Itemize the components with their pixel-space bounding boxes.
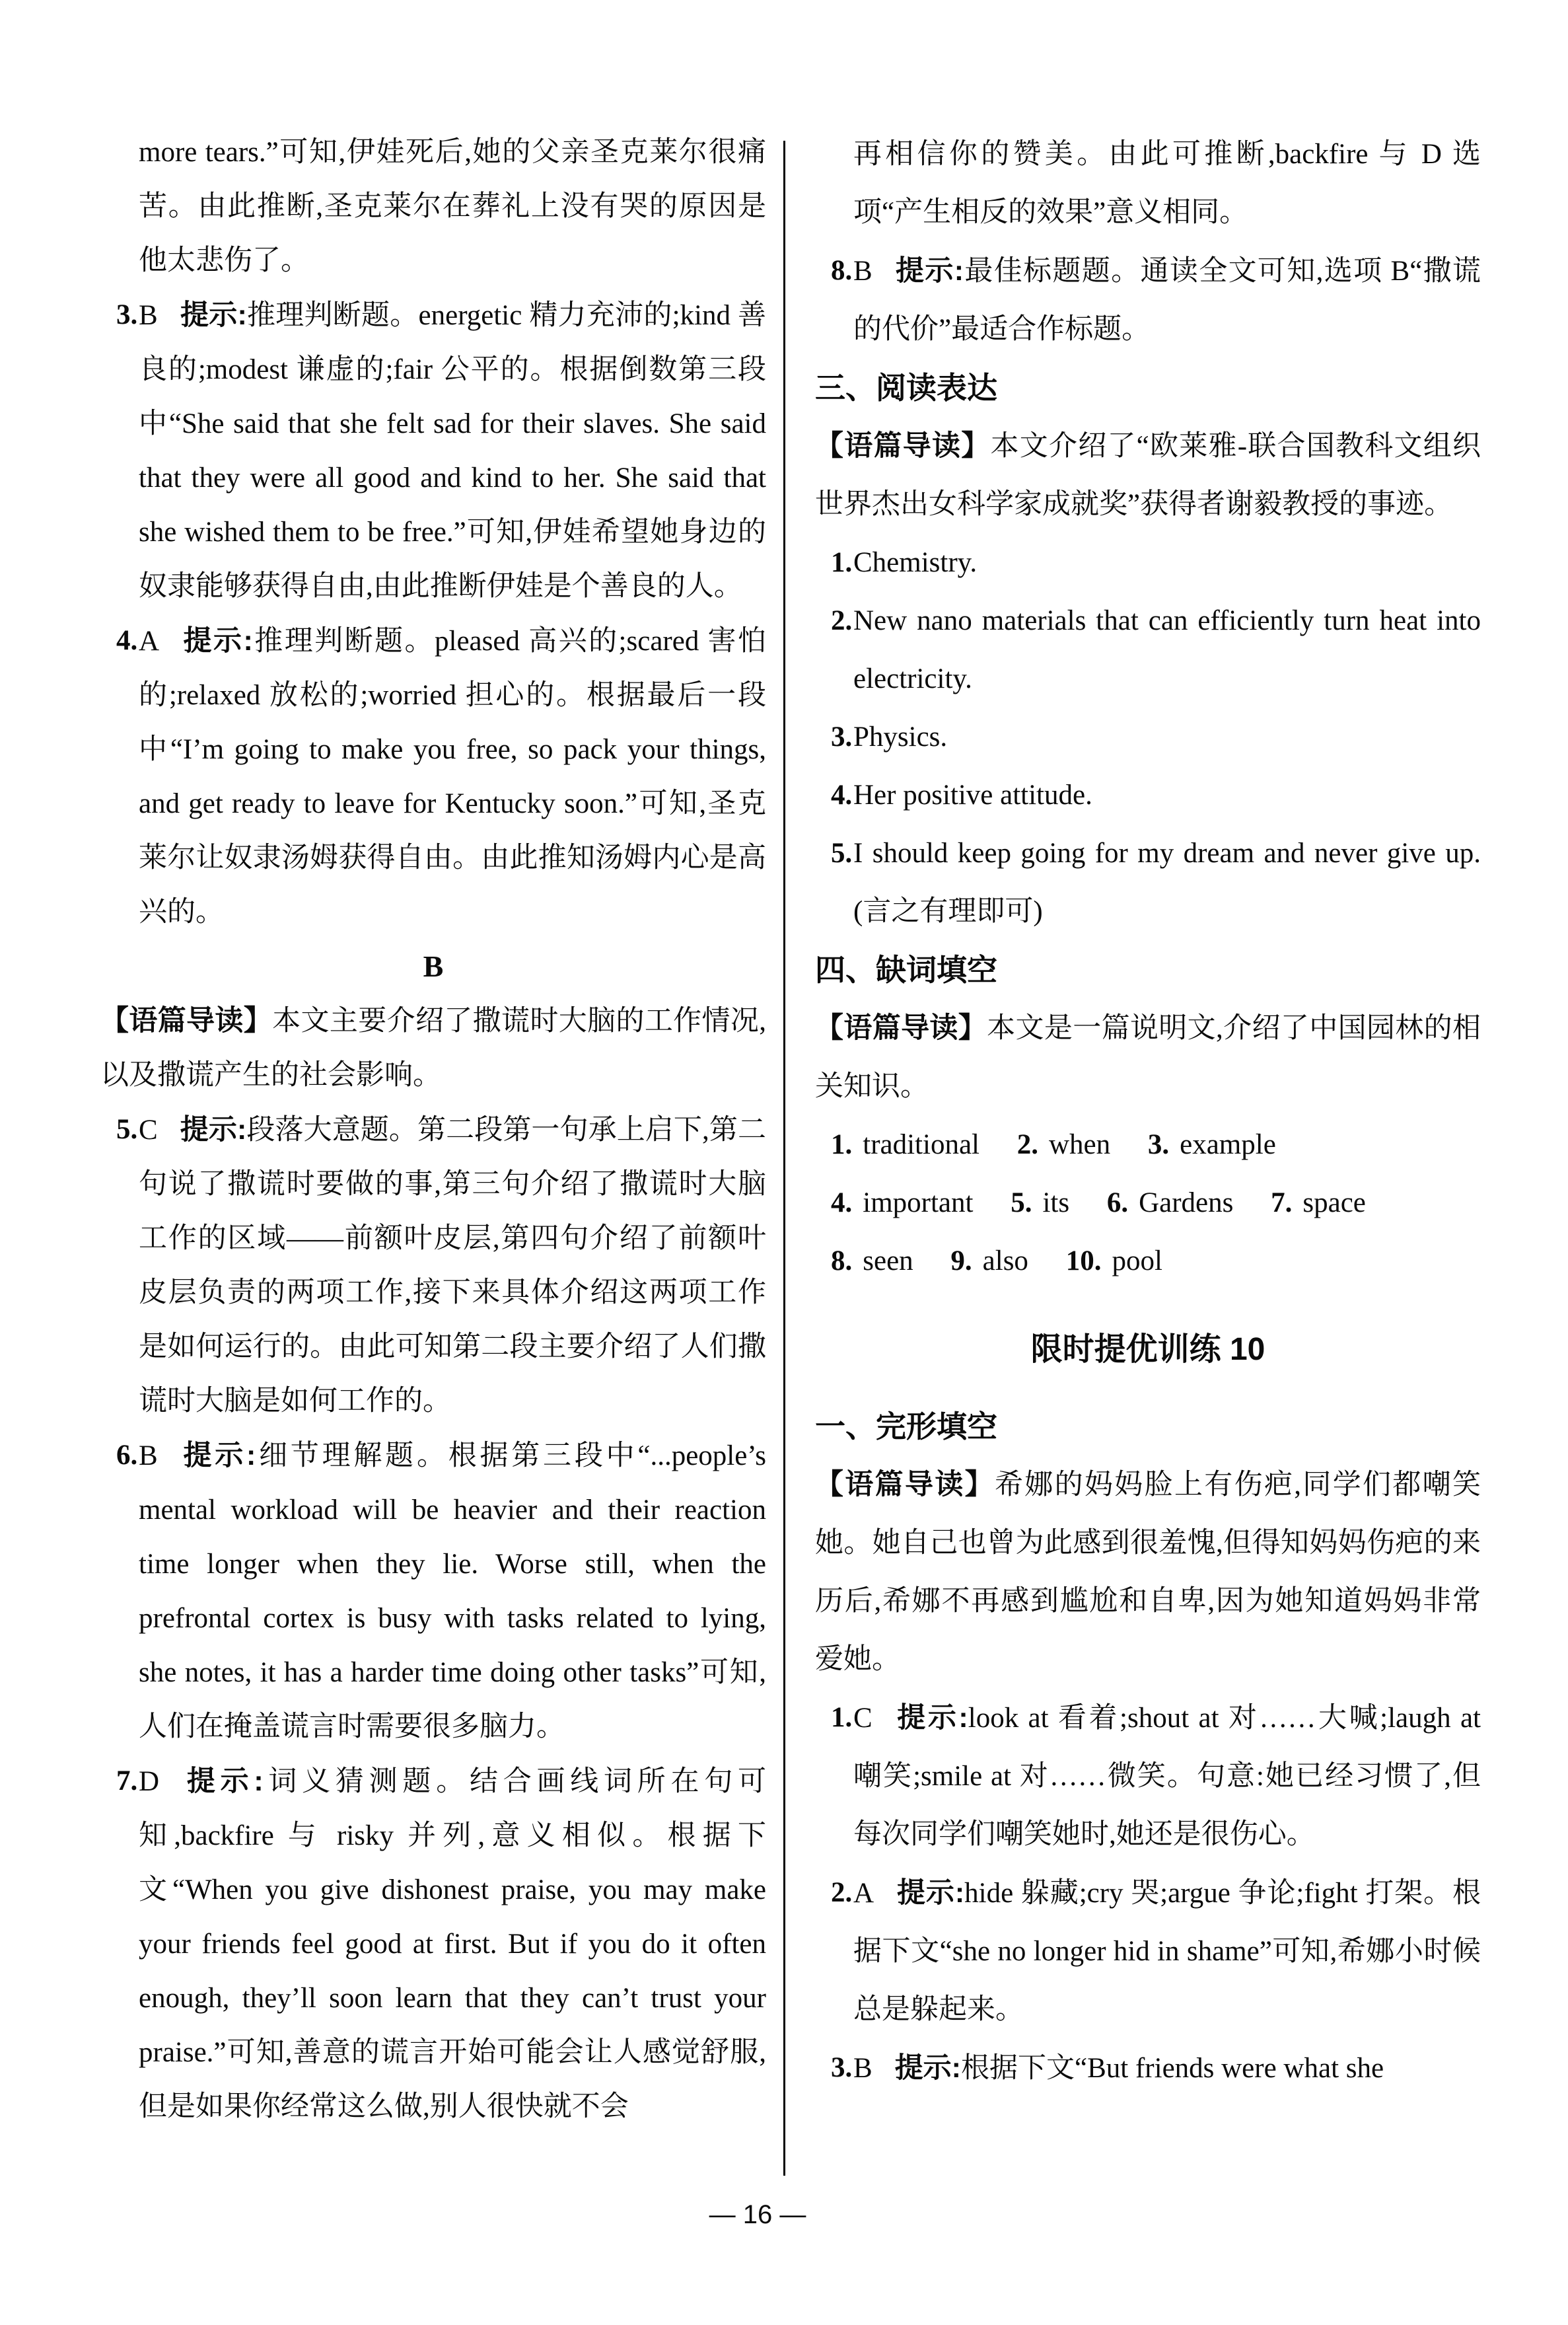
hint-label: 提示: xyxy=(894,2052,962,2084)
item-number: 2. xyxy=(831,1877,853,1908)
answer-item-4 xyxy=(100,614,766,940)
item-number: 2. xyxy=(831,605,853,636)
section-heading-cloze: 四、缺词填空 xyxy=(815,953,997,987)
cloze-number: 3. xyxy=(1147,1129,1170,1160)
answer-text: Her positive attitude. xyxy=(853,780,1092,811)
answer-item-8 xyxy=(815,242,1481,359)
hint-label: 提示: xyxy=(894,1702,968,1734)
item-number: 4. xyxy=(116,625,138,656)
cloze-answer-row xyxy=(815,1232,1481,1290)
answer-text: New nano materials that can efficiently turn heat into electricity. xyxy=(853,605,1481,694)
cloze-word: important xyxy=(863,1187,974,1218)
cloze-answer-pair xyxy=(1271,1187,1366,1218)
hint-label: 提示: xyxy=(180,299,247,331)
explanation-text: 根据下文“But friends were what she xyxy=(961,2053,1384,2084)
cloze-answer-row xyxy=(815,1174,1481,1232)
training-title: 限时提优训练 10 xyxy=(1030,1332,1265,1367)
answer-item-2 xyxy=(815,1864,1481,2039)
cloze-word: space xyxy=(1302,1187,1366,1218)
daodu-text: 希娜的妈妈脸上有伤疤,同学们都嘲笑她。她自己也曾为此感到很羞愧,但得知妈妈伤疤的来历后,希娜不再感到尴尬和自卑,因为她知道妈妈非常爱她。 xyxy=(815,1469,1481,1675)
cloze-number: 5. xyxy=(1011,1187,1032,1218)
answer-letter: B xyxy=(853,256,873,287)
hint-label: 提示: xyxy=(896,1877,965,1909)
item-number: 1. xyxy=(831,1702,853,1733)
continuation-paragraph: more tears.”可知,伊娃死后,她的父亲圣克莱尔很痛苦。由此推断,圣克莱尔在葬礼上没有哭的原因是他太悲伤了。 xyxy=(139,137,766,276)
daodu-paragraph xyxy=(100,994,766,1103)
answer-item-3b xyxy=(815,2039,1481,2098)
item-number: 5. xyxy=(116,1114,138,1145)
section-heading-cloze-test: 一、完形填空 xyxy=(815,1409,997,1444)
answer-item-6 xyxy=(100,1428,766,1754)
cloze-word: also xyxy=(982,1245,1028,1276)
cloze-answer-pair xyxy=(831,1245,913,1276)
answer-letter: B xyxy=(853,2053,873,2084)
item-number: 5. xyxy=(831,838,853,869)
cloze-word: its xyxy=(1042,1187,1070,1218)
daodu-paragraph xyxy=(815,1456,1481,1689)
cloze-number: 9. xyxy=(950,1245,972,1276)
answer-item-7 xyxy=(100,1754,766,2134)
answer-letter: C xyxy=(139,1115,158,1146)
page-number: — 16 — xyxy=(709,2200,806,2229)
cloze-number: 8. xyxy=(831,1245,853,1276)
cloze-word: Gardens xyxy=(1139,1187,1234,1218)
column-divider xyxy=(783,141,785,2176)
cloze-number: 1. xyxy=(831,1129,853,1160)
cloze-word: pool xyxy=(1112,1245,1162,1276)
left-column xyxy=(100,126,766,2134)
item-number: 3. xyxy=(831,2052,853,2083)
hint-label: 提示: xyxy=(182,1765,264,1797)
daodu-paragraph xyxy=(815,417,1481,534)
item-number: 6. xyxy=(116,1440,138,1471)
daodu-label: 【语篇导读】 xyxy=(815,430,991,462)
explanation-text: look at 看着;shout at 对……大喊;laugh at 嘲笑;smile at 对……微笑。句意:她已经习惯了,但每次同学们嘲笑她时,她还是很伤心。 xyxy=(853,1703,1481,1850)
hint-label: 提示: xyxy=(894,255,964,287)
answer-letter: B xyxy=(139,300,158,331)
cloze-word: when xyxy=(1048,1129,1111,1160)
answer-letter: D xyxy=(139,1766,160,1797)
right-column xyxy=(815,126,1481,2098)
explanation-text: 细节理解题。根据第三段中“...people’s mental workload will be heavier and their reaction time longer when they lie. Worse still, when the prefrontal cortex is busy with tasks related to lying, she notes, it has a harder time doing other tasks”可知,人们在掩盖谎言时需要很多脑力。 xyxy=(139,1440,766,1742)
item-number: 7. xyxy=(116,1765,138,1796)
cloze-number: 10. xyxy=(1065,1245,1102,1276)
cloze-number: 2. xyxy=(1016,1129,1038,1160)
hint-label: 提示: xyxy=(180,1114,247,1146)
reading-answer-4 xyxy=(815,766,1481,825)
explanation-text: 推理判断题。energetic 精力充沛的;kind 善良的;modest 谦虚的;fair 公平的。根据倒数第三段中“She said that she felt sad for their slaves. She said that they were all good and kind to her. She said that she wished them to be free.”可知,伊娃希望她身边的奴隶能够获得自由,由此推断伊娃是个善良的人。 xyxy=(139,300,767,602)
reading-answer-1 xyxy=(815,534,1481,592)
daodu-text: 本文主要介绍了撒谎时大脑的工作情况,以及撒谎产生的社会影响。 xyxy=(100,1006,767,1091)
cloze-word: seen xyxy=(863,1245,913,1276)
answer-item-1 xyxy=(815,1689,1481,1864)
answer-text: I should keep going for my dream and never give up.(言之有理即可) xyxy=(853,838,1481,927)
daodu-text: 本文是一篇说明文,介绍了中国园林的相关知识。 xyxy=(815,1013,1481,1102)
daodu-paragraph xyxy=(815,999,1481,1116)
reading-answer-2 xyxy=(815,592,1481,708)
answer-letter: A xyxy=(139,626,160,657)
hint-label: 提示: xyxy=(182,625,253,657)
item-number: 3. xyxy=(116,299,138,330)
section-heading-reading: 三、阅读表达 xyxy=(815,371,997,405)
continuation-paragraph: 再相信你的赞美。由此可推断,backfire 与 D 选项“产生相反的效果”意义相同。 xyxy=(853,139,1481,228)
cloze-answer-pair xyxy=(831,1129,980,1160)
passage-b-label: B xyxy=(423,949,444,983)
page-footer xyxy=(0,2200,1515,2230)
explanation-text: 段落大意题。第二段第一句承上启下,第二句说了撒谎时要做的事,第三句介绍了撒谎时大脑工作的区域——前额叶皮层,第四句介绍了前额叶皮层负责的两项工作,接下来具体介绍这两项工作是如何运行的。由此可知第二段主要介绍了人们撒谎时大脑是如何工作的。 xyxy=(139,1115,766,1417)
reading-answer-5 xyxy=(815,825,1481,941)
explanation-text: 最佳标题题。通读全文可知,选项 B“撒谎的代价”最适合作标题。 xyxy=(853,256,1481,345)
cloze-word: example xyxy=(1180,1129,1276,1160)
cloze-answer-row xyxy=(815,1116,1481,1174)
explanation-text: 推理判断题。pleased 高兴的;scared 害怕的;relaxed 放松的;worried 担心的。根据最后一段中“I’m going to make you free, so pack your things, and get ready to leave for Kentucky soon.”可知,圣克莱尔让奴隶汤姆获得自由。由此推知汤姆内心是高兴的。 xyxy=(139,626,766,928)
cloze-number: 6. xyxy=(1106,1187,1129,1218)
cloze-answer-pair xyxy=(1148,1129,1276,1160)
daodu-label: 【语篇导读】 xyxy=(815,1469,995,1500)
cloze-answer-pair xyxy=(831,1187,973,1218)
cloze-number: 4. xyxy=(831,1187,853,1218)
answer-letter: A xyxy=(853,1878,874,1909)
item-number: 8. xyxy=(831,255,853,286)
daodu-text: 本文介绍了“欧莱雅-联合国教科文组织世界杰出女科学家成就奖”获得者谢毅教授的事迹。 xyxy=(815,431,1481,520)
daodu-label: 【语篇导读】 xyxy=(815,1012,987,1044)
answer-item-3 xyxy=(100,288,766,614)
cloze-answer-pair xyxy=(950,1245,1028,1276)
answer-item-5 xyxy=(100,1103,766,1428)
cloze-word: traditional xyxy=(863,1129,980,1160)
cloze-answer-pair xyxy=(1011,1187,1069,1218)
item-number: 4. xyxy=(831,780,853,811)
cloze-answer-pair xyxy=(1107,1187,1234,1218)
cloze-answer-pair xyxy=(1066,1245,1162,1276)
answer-letter: C xyxy=(853,1703,873,1734)
item-number: 1. xyxy=(831,547,853,578)
cloze-number: 7. xyxy=(1271,1187,1293,1218)
answer-letter: B xyxy=(139,1440,158,1471)
reading-answer-3 xyxy=(815,708,1481,766)
answer-text: Physics. xyxy=(853,721,948,753)
hint-label: 提示: xyxy=(180,1440,256,1471)
explanation-text: hide 躲藏;cry 哭;argue 争论;fight 打架。根据下文“she no longer hid in shame”可知,希娜小时候总是躲起来。 xyxy=(853,1878,1481,2025)
answer-text: Chemistry. xyxy=(853,547,978,578)
item-number: 3. xyxy=(831,721,853,753)
daodu-label: 【语篇导读】 xyxy=(100,1005,273,1037)
cloze-answer-pair xyxy=(1017,1129,1110,1160)
explanation-text: 词义猜测题。结合画线词所在句可知,backfire 与 risky 并列,意义相似。根据下文“When you give dishonest praise, you may make your friends feel good at first. But if you do it often enough, they’ll soon learn that they can’t trust your praise.”可知,善意的谎言开始可能会让人感觉舒服,但是如果你经常这么做,别人很快就不会 xyxy=(139,1766,766,2122)
